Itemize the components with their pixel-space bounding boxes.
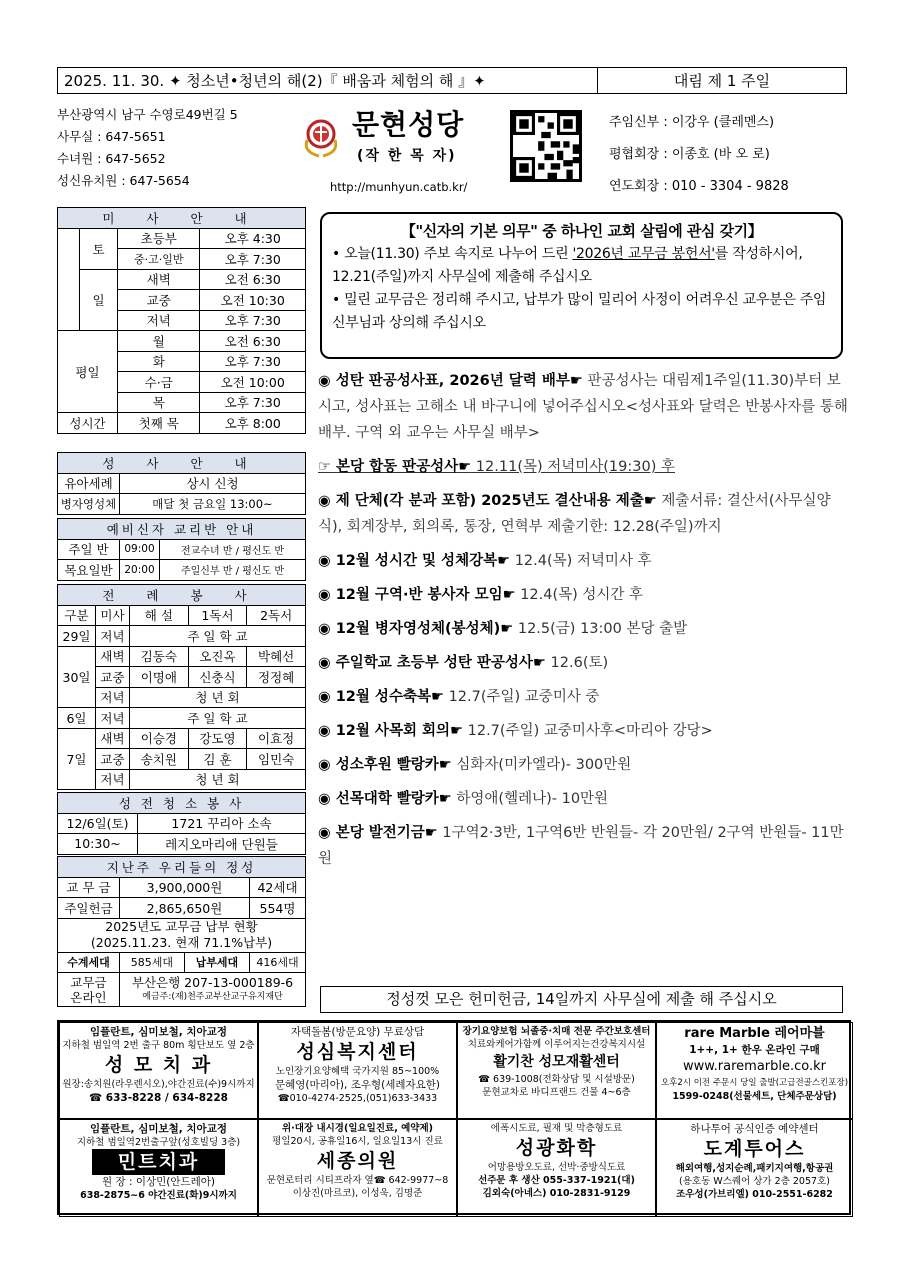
online-label bbox=[58, 973, 120, 1007]
offering-note: 정성껏 모은 헌미헌금, 14일까지 사무실에 제출 해 주십시오 bbox=[320, 986, 843, 1013]
ad-name: rare Marble 레어마블 bbox=[684, 1026, 825, 1041]
ad-line: 문혜영(마리아), 조우형(세례자요한) bbox=[274, 1079, 441, 1091]
service-date: 29일 bbox=[58, 626, 96, 647]
liturgical-week: 대림 제 1 주일 bbox=[673, 72, 771, 90]
liturgy-title: 전 례 봉 사 bbox=[58, 585, 306, 606]
ad-name: 성광화학 bbox=[515, 1137, 598, 1159]
col-header: 미사 bbox=[96, 605, 130, 626]
ad-phone: 김외숙(아네스) 010-2831-9129 bbox=[482, 1188, 631, 1199]
sacrament-title: 성 사 안 내 bbox=[58, 453, 306, 474]
ad-line: 문현교차로 바디프랜드 건물 4~6층 bbox=[482, 1087, 631, 1098]
item-title: ☞ 본당 합동 판공성사☛ bbox=[318, 459, 472, 475]
notice-line-1 bbox=[332, 243, 831, 289]
ad-line: 위·대장 내시경(일요일진료, 예약제) bbox=[282, 1123, 433, 1134]
col-header: 구분 bbox=[58, 605, 96, 626]
item-title: ◉ 12월 구역·반 봉사자 모임☛ bbox=[318, 587, 516, 603]
ad-line: 지하철 범일역2번출구앞(성호빌딩 3층) bbox=[76, 1137, 241, 1148]
item-title: ◉ 성소후원 빨랑카☛ bbox=[318, 757, 452, 773]
ad-line: 자택돌봄(방문요양) 무료상담 bbox=[290, 1026, 425, 1038]
item-title: ◉ 성탄 판공성사표, 2026년 달력 배부☛ bbox=[318, 373, 583, 389]
ad-line: 임플란트, 심미보철, 치아교정 bbox=[89, 1123, 227, 1135]
item-title: ◉ 12월 사목회 회의☛ bbox=[318, 723, 464, 739]
service-person: 박혜선 bbox=[247, 646, 306, 667]
sacrament-type: 병자영성체 bbox=[58, 494, 120, 515]
address: 부산광역시 남구 수영로49번길 5 bbox=[57, 107, 238, 122]
holy-hour-day: 첫째 목 bbox=[118, 413, 200, 434]
service-date: 7일 bbox=[58, 728, 96, 790]
cleaning-date: 12/6일(토) bbox=[58, 813, 138, 834]
qr-code-icon bbox=[510, 110, 582, 182]
sacrament-detail: 상시 신청 bbox=[120, 473, 306, 494]
mass-time: 오전 6:30 bbox=[200, 331, 306, 352]
ad-line: 장기요양보험 뇌졸중·치매 전문 주간보호센터 bbox=[462, 1026, 651, 1037]
mass-time: 오전 6:30 bbox=[200, 269, 306, 290]
offering-type: 교 무 금 bbox=[58, 877, 120, 898]
service-mass: 저녁 bbox=[96, 687, 130, 708]
mass-time: 오후 7:30 bbox=[200, 249, 306, 270]
ad-name: 활기찬 성모재활센터 bbox=[493, 1054, 620, 1070]
item-title: ◉ 12월 병자영성체(봉성체)☛ bbox=[318, 621, 514, 637]
prayer-president: 연도회장 : 010 - 3304 - 9828 bbox=[609, 179, 789, 194]
mass-type: 수·금 bbox=[118, 372, 200, 393]
mass-type: 월 bbox=[118, 331, 200, 352]
ad-line: 어망용방오도료, 선박·중방식도료 bbox=[487, 1162, 626, 1173]
sunday-label: 일 bbox=[80, 269, 118, 331]
catechumen-table bbox=[57, 518, 306, 581]
notice-box bbox=[320, 212, 843, 359]
ad-phone: ☎ 633-8228 / 634-8228 bbox=[89, 1092, 228, 1104]
sacrament-type: 유아세례 bbox=[58, 473, 120, 494]
notice-line-2: • 밀린 교무금은 정리해 주시고, 납부가 많이 밀리어 사정이 어려우신 교우분은 주임 신부님과 상의해 주십시오 bbox=[332, 292, 827, 331]
church-motto: (작 한 목 자) bbox=[357, 148, 457, 164]
pastor: 주임신부 : 이강우 (클레멘스) bbox=[609, 115, 775, 130]
bank-account: 부산은행 207-13-000189-6 bbox=[131, 974, 294, 990]
ad-line: 노인장기요양혜택 국가지원 85~100% bbox=[275, 1066, 440, 1077]
account-holder: 예금주:(재)천주교부산교구유지재단 bbox=[142, 991, 283, 1002]
list-item bbox=[318, 650, 850, 676]
list-item bbox=[318, 368, 850, 446]
ad-name: 성심복지센터 bbox=[296, 1041, 419, 1063]
ad-phone: 문현로터리 시티프라자 옆☎ 642-9977~8 bbox=[266, 1175, 449, 1186]
ad-chemical bbox=[457, 1119, 656, 1217]
col-header: 2독서 bbox=[247, 605, 306, 626]
item-detail: 12.5(금) 13:00 본당 출발 bbox=[513, 621, 688, 637]
service-person: 송치원 bbox=[130, 749, 189, 770]
service-group: 주 일 학 교 bbox=[130, 708, 306, 729]
service-mass: 새벽 bbox=[96, 728, 130, 749]
class-type: 주일신부 반 / 평신도 반 bbox=[160, 560, 306, 581]
mass-time: 오후 7:30 bbox=[200, 392, 306, 413]
holy-hour-label: 성시간 bbox=[58, 413, 118, 434]
offering-amount: 3,900,000원 bbox=[120, 877, 250, 898]
offering-count: 42세대 bbox=[250, 877, 306, 898]
service-person: 이효정 bbox=[247, 728, 306, 749]
item-detail: 12.7(주일) 교중미사후<마리아 강당> bbox=[463, 723, 713, 739]
mass-schedule-table bbox=[57, 207, 306, 434]
holy-hour-time: 오후 8:00 bbox=[200, 413, 306, 434]
household-value: 416세대 bbox=[250, 952, 306, 973]
ad-line: 이상진(마르코), 이성욱, 김명준 bbox=[292, 1188, 423, 1199]
mass-type: 새벽 bbox=[118, 269, 200, 290]
item-detail: 1구역2·3반, 1구역6반 반원들- 각 20만원/ 2구역 반원들- 11만원 bbox=[318, 825, 844, 867]
item-detail: 12.4(목) 성시간 후 bbox=[515, 587, 644, 603]
offering-title: 지난주 우리들의 정성 bbox=[58, 857, 306, 878]
list-item bbox=[318, 582, 850, 608]
announcement-list bbox=[318, 368, 850, 880]
bank-info bbox=[120, 973, 306, 1007]
notice-text: • 오늘(11.30) 주보 속지로 나누어 드린 bbox=[332, 246, 573, 262]
ad-line: 지하철 범일역 2번 출구 80m 횡단보도 옆 2층 bbox=[62, 1040, 255, 1051]
kindergarten-phone: 성신유치원 : 647-5654 bbox=[57, 173, 190, 188]
list-item bbox=[318, 684, 850, 710]
class-type: 전교수녀 반 / 평신도 반 bbox=[160, 539, 306, 560]
service-mass: 저녁 bbox=[96, 769, 130, 790]
date-theme-line: 2025. 11. 30. ✦ 청소년•청년의 해(2)『 배움과 체험의 해 』✦ bbox=[58, 68, 598, 93]
contact-info bbox=[57, 104, 238, 192]
notice-heading: 【"신자의 기본 의무" 중 하나인 교회 살림에 관심 갖기】 bbox=[400, 222, 763, 240]
mass-time: 오후 7:30 bbox=[200, 310, 306, 331]
sacrament-table bbox=[57, 452, 306, 515]
service-date: 30일 bbox=[58, 646, 96, 708]
service-person: 김 훈 bbox=[188, 749, 247, 770]
cleaning-time: 10:30~ bbox=[58, 834, 138, 855]
liturgy-service-table bbox=[57, 584, 306, 790]
ad-dental-1 bbox=[59, 1022, 258, 1119]
list-item bbox=[318, 718, 850, 744]
status-sub: (2025.11.23. 현재 71.1%납부) bbox=[90, 935, 273, 950]
item-detail: 제출서류: 결산서(사무실양식), 회계장부, 회의록, 통장, 연혁부 제출기한: 12.28(주일)까지 bbox=[318, 493, 831, 535]
offering-type: 주일헌금 bbox=[58, 898, 120, 919]
ad-line: 원장:송치원(라우렌시오),야간진료(수)9시까지 bbox=[62, 1079, 255, 1090]
cleaning-title: 성 전 청 소 봉 사 bbox=[58, 793, 306, 814]
header-bar bbox=[57, 67, 847, 94]
ad-phone: 1599-0248(선물세트, 단체주문상담) bbox=[672, 1091, 837, 1102]
list-item bbox=[318, 454, 850, 480]
ad-line: 해외여행,성지순례,패키지여행,항공권 bbox=[675, 1163, 834, 1174]
mass-time: 오후 7:30 bbox=[200, 351, 306, 372]
ad-line: 에폭시도료, 필재 및 막층형도료 bbox=[490, 1123, 623, 1134]
church-logo bbox=[299, 112, 343, 160]
ad-line: 평일20시, 공휴일16시, 일요일13시 진료 bbox=[272, 1136, 443, 1147]
ad-phone: ☎ 639-1008(전화상담 및 시설방문) bbox=[478, 1074, 635, 1085]
ad-url: www.raremarble.co.kr bbox=[682, 1059, 827, 1074]
ad-name: 세종의원 bbox=[316, 1150, 399, 1172]
service-person: 오진옥 bbox=[188, 646, 247, 667]
clergy-info bbox=[609, 107, 789, 203]
ad-phone: 638-2875~6 야간진료(화)9시까지 bbox=[80, 1190, 237, 1201]
service-person: 김동숙 bbox=[130, 646, 189, 667]
mass-type: 목 bbox=[118, 392, 200, 413]
saturday-label: 토 bbox=[80, 228, 118, 269]
service-person: 신충식 bbox=[188, 667, 247, 688]
ad-name: 도계투어스 bbox=[703, 1138, 806, 1160]
ad-beef bbox=[656, 1022, 853, 1119]
ad-dental-2 bbox=[59, 1119, 258, 1217]
notice-form-name: '2026년 교무금 봉헌서' bbox=[572, 246, 715, 262]
item-detail: 12.6(토) bbox=[545, 655, 609, 671]
household-label: 납부세대 bbox=[184, 952, 249, 973]
ad-grid bbox=[57, 1020, 851, 1215]
list-item bbox=[318, 820, 850, 872]
offering-amount: 2,865,650원 bbox=[120, 898, 250, 919]
catechumen-title: 예비신자 교리반 안내 bbox=[58, 519, 306, 540]
council-president: 평협회장 : 이종호 (바 오 로) bbox=[609, 147, 770, 162]
class-time: 20:00 bbox=[120, 560, 160, 581]
mass-title: 미 사 안 내 bbox=[58, 208, 306, 229]
service-date: 6일 bbox=[58, 708, 96, 729]
mass-type: 저녁 bbox=[118, 310, 200, 331]
item-title: ◉ 12월 성수축복☛ bbox=[318, 689, 444, 705]
notice-text: 를 작성하시어, 12.21(주일)까지 사무실에 제출해 주십시오 bbox=[332, 246, 803, 285]
item-title: ◉ 주일학교 초등부 성탄 판공성사☛ bbox=[318, 655, 546, 671]
offering-table bbox=[57, 856, 306, 1007]
cleaning-group: 1721 꾸리아 소속 bbox=[138, 813, 306, 834]
ad-clinic bbox=[258, 1119, 457, 1217]
class-day: 주일 반 bbox=[58, 539, 120, 560]
service-group: 청 년 회 bbox=[130, 769, 306, 790]
ad-rehab bbox=[457, 1022, 656, 1119]
class-day: 목요일반 bbox=[58, 560, 120, 581]
ad-phone: 조우성(가브리엘) 010-2551-6282 bbox=[676, 1189, 833, 1200]
ad-line: (용호동 W스퀘어 상가 2층 2057호) bbox=[679, 1176, 830, 1187]
cleaning-group: 레지오마리애 단원들 bbox=[138, 834, 306, 855]
website-link[interactable]: http://munhyun.catb.kr/ bbox=[330, 180, 468, 194]
household-value: 585세대 bbox=[120, 952, 185, 973]
weekday-label: 평일 bbox=[58, 331, 118, 413]
item-title: ◉ 본당 발전기금☛ bbox=[318, 825, 438, 841]
online-label-2: 온라인 bbox=[70, 989, 107, 1005]
ad-name: 민트치과 bbox=[92, 1149, 225, 1175]
service-mass: 교중 bbox=[96, 667, 130, 688]
household-label: 수계세대 bbox=[58, 952, 120, 973]
list-item bbox=[318, 786, 850, 812]
offering-count: 554명 bbox=[250, 898, 306, 919]
class-time: 09:00 bbox=[120, 539, 160, 560]
service-person: 이승경 bbox=[130, 728, 189, 749]
ad-travel bbox=[656, 1119, 853, 1217]
item-title: ◉ 선목대학 빨랑카☛ bbox=[318, 791, 452, 807]
ad-line: 치료와케어가함께 이루어지는건강복지시설 bbox=[467, 1039, 646, 1050]
item-title: ◉ 제 단체(각 분과 포함) 2025년도 결산내용 제출☛ bbox=[318, 493, 657, 509]
mass-type: 중·고·일반 bbox=[118, 249, 200, 270]
ad-phone: ☎010-4274-2525,(051)633-3433 bbox=[277, 1093, 438, 1104]
ad-line: 원 장 : 이상민(안드레아) bbox=[101, 1176, 216, 1188]
convent-phone: 수녀원 : 647-5652 bbox=[57, 151, 166, 166]
ad-line: 1++, 1+ 한우 온라인 구매 bbox=[689, 1044, 820, 1056]
church-name: 문현성당 bbox=[352, 108, 465, 141]
list-item bbox=[318, 488, 850, 540]
ad-name: 성 모 치 과 bbox=[104, 1054, 213, 1076]
sacrament-detail: 매달 첫 금요일 13:00~ bbox=[120, 494, 306, 515]
col-header: 1독서 bbox=[188, 605, 247, 626]
item-detail: 12.11(목) 저녁미사(19:30) 후 bbox=[471, 459, 675, 475]
service-mass: 교중 bbox=[96, 749, 130, 770]
ad-phone: 선주문 후 생산 055-337-1921(대) bbox=[478, 1175, 635, 1186]
list-item bbox=[318, 548, 850, 574]
online-label-1: 교무금 bbox=[70, 974, 107, 990]
item-detail: 판공성사는 대림제1주일(11.30)부터 보시고, 성사표는 고해소 내 바구니에 넣어주십시오<성사표와 달력은 반봉사자를 통해 배부. 구역 외 교우는 사무실 배부> bbox=[318, 373, 848, 441]
status-title: 2025년도 교무금 납부 현황 bbox=[105, 919, 258, 934]
cleaning-table bbox=[57, 792, 306, 855]
service-mass: 저녁 bbox=[96, 626, 130, 647]
mass-time: 오전 10:30 bbox=[200, 290, 306, 311]
ad-line: 하나투어 공식인증 예약센터 bbox=[690, 1123, 819, 1135]
mass-time: 오전 10:00 bbox=[200, 372, 306, 393]
list-item bbox=[318, 616, 850, 642]
item-detail: 하영애(헬레나)- 10만원 bbox=[451, 791, 609, 807]
service-mass: 저녁 bbox=[96, 708, 130, 729]
service-group: 주 일 학 교 bbox=[130, 626, 306, 647]
service-person: 정정혜 bbox=[247, 667, 306, 688]
ad-welfare bbox=[258, 1022, 457, 1119]
ad-line: 임플란트, 심미보철, 치아교정 bbox=[89, 1026, 227, 1038]
list-item bbox=[318, 752, 850, 778]
service-group: 청 년 회 bbox=[130, 687, 306, 708]
item-detail: 12.4(목) 저녁미사 후 bbox=[510, 553, 652, 569]
col-header: 해 설 bbox=[130, 605, 189, 626]
service-mass: 새벽 bbox=[96, 646, 130, 667]
office-phone: 사무실 : 647-5651 bbox=[57, 129, 166, 144]
mass-type: 초등부 bbox=[118, 228, 200, 249]
service-person: 이명애 bbox=[130, 667, 189, 688]
payment-status bbox=[58, 918, 306, 952]
mass-type: 교중 bbox=[118, 290, 200, 311]
service-person: 임민숙 bbox=[247, 749, 306, 770]
mass-type: 화 bbox=[118, 351, 200, 372]
service-person: 강도영 bbox=[188, 728, 247, 749]
item-title: ◉ 12월 성시간 및 성체강복☛ bbox=[318, 553, 511, 569]
mass-time: 오후 4:30 bbox=[200, 228, 306, 249]
ad-line: 오후2시 이전 주문시 당일 출발(고급전골스킨포장) bbox=[660, 1078, 849, 1088]
item-detail: 12.7(주일) 교중미사 중 bbox=[443, 689, 600, 705]
item-detail: 심화자(미카엘라)- 300만원 bbox=[451, 757, 632, 773]
